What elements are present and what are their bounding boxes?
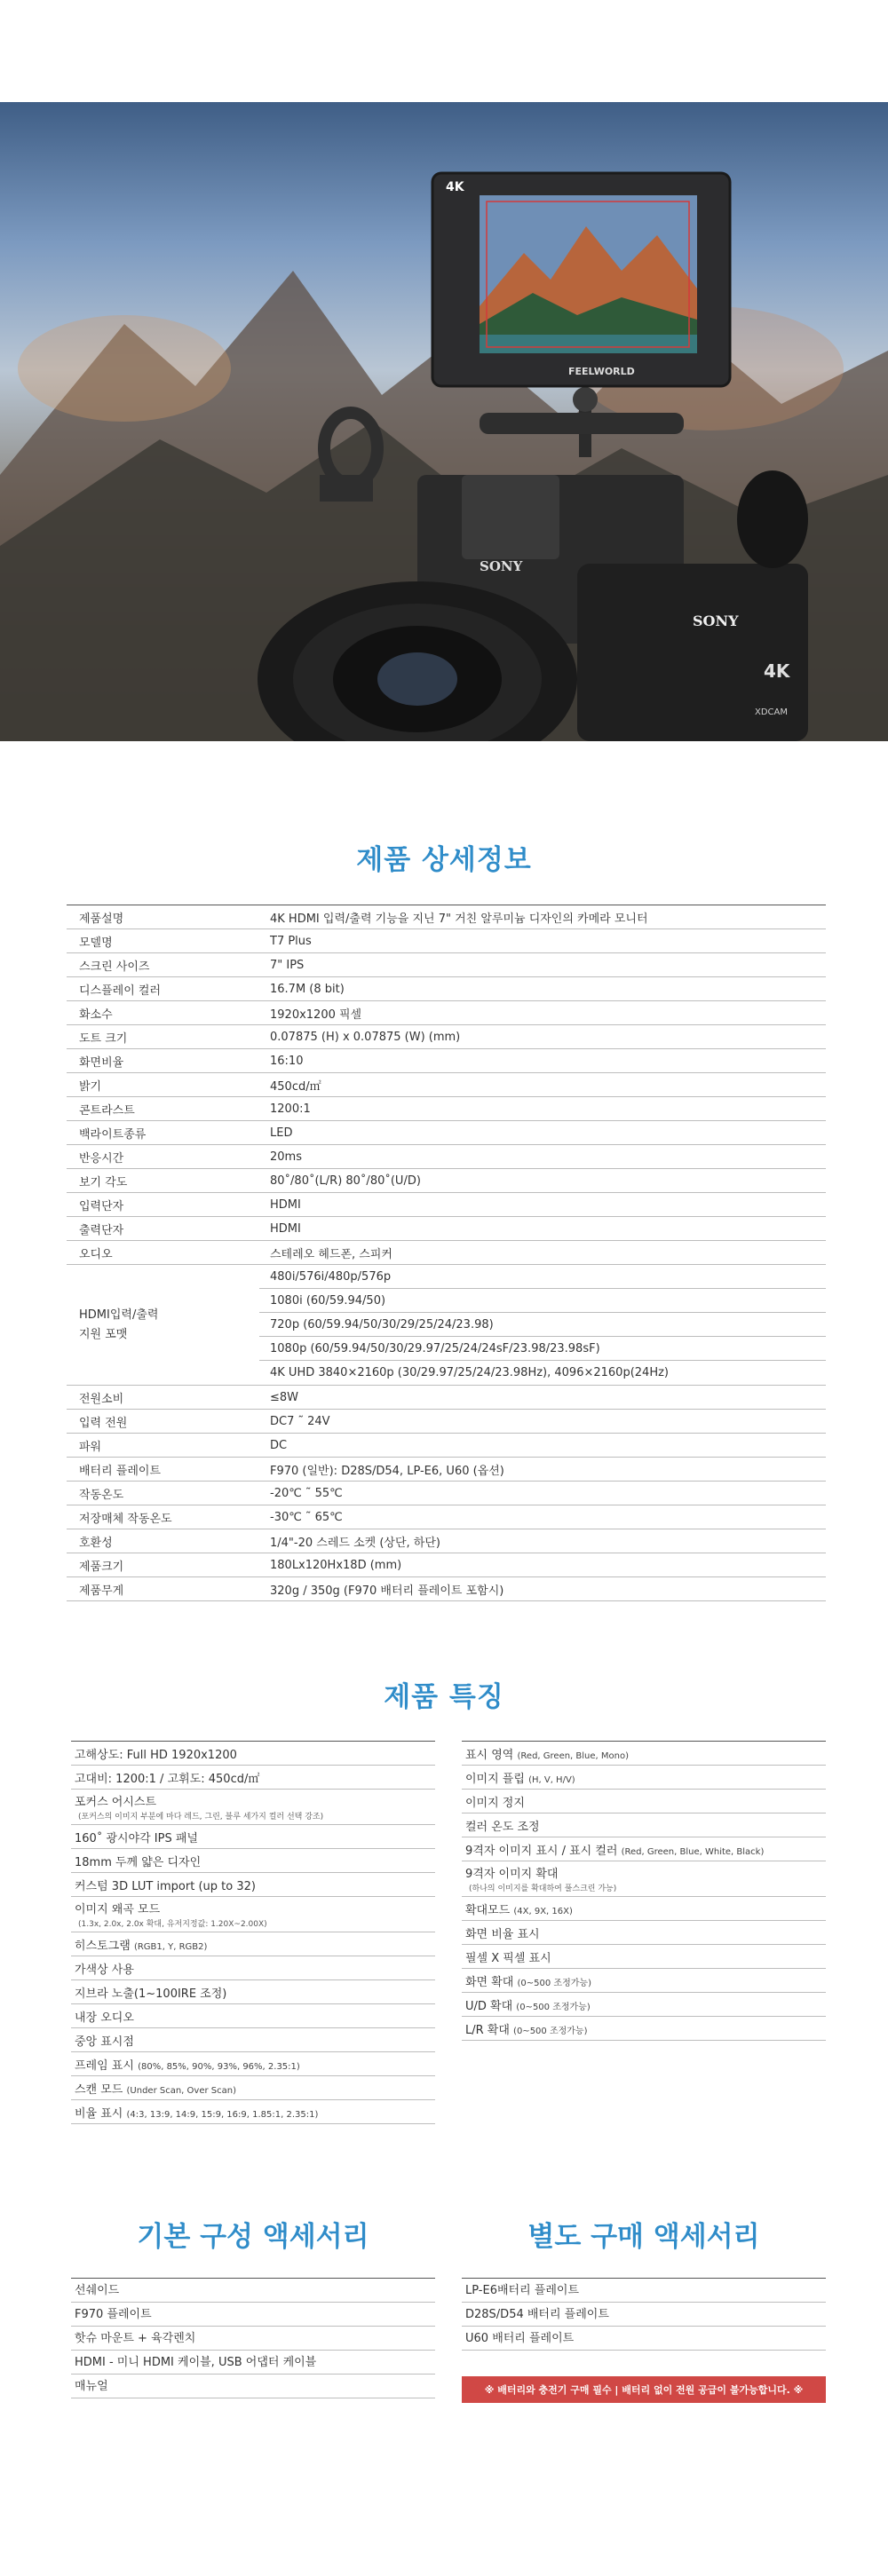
feature-title-text: 커스텀 3D LUT import (up to 32) (75, 1879, 256, 1893)
spec-value: DC (270, 1438, 288, 1452)
spec-value: 180Lx120Hx18D (mm) (270, 1558, 402, 1572)
spec-key-hdmi-formats (67, 1265, 259, 1385)
feature-title (465, 1745, 826, 1762)
feature-item (71, 2004, 435, 2028)
spec-row (67, 929, 826, 953)
spec-key-hdmi-line2: 지원 포맷 (79, 1327, 128, 1341)
feature-title-text: 이미지 왜곡 모드 (75, 1903, 161, 1916)
spec-value: 1200:1 (270, 1102, 311, 1116)
feature-title (75, 2032, 435, 2049)
feature-title (465, 1817, 826, 1834)
spec-key: 입력 전원 (79, 1416, 128, 1430)
spec-value: 20ms (270, 1150, 302, 1164)
feature-title-text: 표시 영역 (465, 1748, 514, 1762)
spec-value: 1/4"-20 스레드 소켓 (상단, 하단) (270, 1536, 440, 1550)
feature-detail: (Red, Green, Blue, Mono) (517, 1750, 630, 1761)
accessory-item: 선쉐이드 (71, 2279, 435, 2303)
monitor-4k-badge: 4K (446, 180, 464, 194)
feature-title (75, 2008, 435, 2025)
feature-title (75, 2104, 435, 2121)
spec-row (67, 1458, 826, 1482)
spec-key: 반응시간 (79, 1151, 124, 1166)
spec-value: 4K HDMI 입력/출력 기능을 지닌 7" 거친 알루미늄 디자인의 카메라 모니터 (270, 912, 648, 926)
feature-item (462, 1945, 826, 1969)
feature-item (71, 1849, 435, 1873)
spec-key: 도트 크기 (79, 1031, 128, 1046)
spec-value: 450cd/㎡ (270, 1079, 321, 1094)
spec-value: LED (270, 1126, 293, 1140)
accessory-item: U60 배터리 플레이트 (462, 2327, 826, 2351)
feature-title-text: 히스토그램 (75, 1939, 131, 1953)
camera-brand-top: SONY (480, 558, 523, 574)
feature-item (71, 1980, 435, 2004)
feature-item (462, 1837, 826, 1861)
feature-item (71, 1825, 435, 1849)
feature-title-text: 프레임 표시 (75, 2058, 134, 2073)
spec-value: 320g / 350g (F970 배터리 플레이트 포함시) (270, 1584, 504, 1598)
feature-title (75, 1829, 435, 1845)
spec-value-hdmi-formats (259, 1265, 826, 1385)
feature-item (462, 1766, 826, 1790)
accessory-item: 핫슈 마운트 + 육각렌치 (71, 2327, 435, 2351)
basic-accessories-title: 기본 구성 액세서리 (137, 2221, 369, 2253)
spec-key: 출력단자 (79, 1223, 124, 1237)
spec-row (67, 1410, 826, 1434)
spec-key: 제품설명 (79, 912, 124, 926)
spec-key: 스크린 사이즈 (79, 960, 150, 974)
spec-value: HDMI (270, 1197, 301, 1212)
camera-4k-badge: 4K (764, 660, 790, 682)
feature-item (71, 2076, 435, 2100)
feature-detail: (H, V, H/V) (528, 1774, 575, 1785)
accessory-item: 매뉴얼 (71, 2375, 435, 2398)
feature-subtext: (포커스의 이미지 부분에 마다 레드, 그린, 블루 세가지 컬러 선택 강조) (78, 1813, 324, 1821)
monitor-brand-label: FEELWORLD (568, 366, 635, 377)
feature-title-text: 화면 확대 (465, 1975, 514, 1989)
feature-item (462, 1813, 826, 1837)
feature-detail: (Under Scan, Over Scan) (126, 2085, 236, 2096)
spec-row-hdmi-formats (67, 1265, 826, 1386)
feature-title (465, 1924, 826, 1941)
spec-key: 제품무게 (79, 1584, 124, 1598)
spec-row (67, 1553, 826, 1577)
feature-detail: (Red, Green, Blue, White, Black) (621, 1846, 765, 1857)
optional-accessories-list (462, 2278, 826, 2351)
feature-detail: (4X, 9X, 16X) (513, 1906, 573, 1916)
spec-value: 스테레오 헤드폰, 스피커 (270, 1247, 392, 1261)
feature-item (71, 1742, 435, 1766)
spec-key: 콘트라스트 (79, 1103, 135, 1118)
spec-value: 16:10 (270, 1054, 304, 1068)
spec-row (67, 1505, 826, 1529)
spec-row (67, 905, 826, 929)
feature-title (75, 1936, 435, 1953)
feature-item (71, 2052, 435, 2076)
feature-item (462, 2017, 826, 2041)
spec-key: 작동온도 (79, 1488, 124, 1502)
feature-title (465, 1996, 826, 2013)
spec-key: 배터리 플레이트 (79, 1464, 162, 1478)
spec-row (67, 1434, 826, 1458)
spec-key: 백라이트종류 (79, 1127, 147, 1142)
spec-row (67, 1169, 826, 1193)
spec-row (67, 1145, 826, 1169)
spec-section-title: 제품 상세정보 (356, 844, 532, 876)
feature-title (75, 1792, 435, 1809)
hero-illustration (0, 102, 888, 741)
feature-item (462, 1993, 826, 2017)
feature-title (465, 1900, 826, 1917)
spec-row (67, 1217, 826, 1241)
feature-title-text: U/D 확대 (465, 1999, 513, 2013)
camera-brand-body: SONY (693, 612, 739, 629)
hdmi-format-value: 720p (60/59.94/50/30/29/25/24/23.98) (259, 1313, 826, 1337)
spec-value: F970 (일반): D28S/D54, LP-E6, U60 (옵션) (270, 1464, 504, 1478)
feature-title (75, 2080, 435, 2097)
feature-title (465, 2020, 826, 2037)
feature-title-text: 스캔 모드 (75, 2082, 123, 2097)
spec-value: T7 Plus (270, 934, 312, 948)
feature-title-text: L/R 확대 (465, 2023, 510, 2037)
spec-key: 화면비율 (79, 1055, 124, 1070)
spec-row (67, 1193, 826, 1217)
spec-key: 저장매체 작동온도 (79, 1512, 172, 1526)
accessory-item: D28S/D54 배터리 플레이트 (462, 2303, 826, 2327)
accessory-item: F970 플레이트 (71, 2303, 435, 2327)
spec-row (67, 1001, 826, 1025)
feature-detail: (0~500 조정가능) (516, 2002, 591, 2012)
hero-product-image (0, 102, 888, 741)
spec-key: 모델명 (79, 936, 113, 950)
feature-title-text: 포커스 어시스트 (75, 1796, 157, 1809)
spec-table (67, 905, 826, 1601)
hdmi-format-value: 1080p (60/59.94/50/30/29.97/25/24/24sF/23.98/23.98sF) (259, 1337, 826, 1361)
spec-row (67, 1529, 826, 1553)
feature-list-left (71, 1741, 435, 2124)
feature-title (75, 1769, 435, 1786)
feature-item (71, 1873, 435, 1897)
feature-item (462, 1897, 826, 1921)
feature-title (465, 1972, 826, 1989)
feature-title (465, 1841, 826, 1858)
feature-title-text: 18mm 두께 얇은 디자인 (75, 1855, 202, 1869)
spec-row (67, 1073, 826, 1097)
hdmi-format-value: 1080i (60/59.94/50) (259, 1289, 826, 1313)
feature-detail: (80%, 85%, 90%, 93%, 96%, 2.35:1) (138, 2061, 300, 2072)
spec-key: 밝기 (79, 1079, 102, 1094)
feature-title-text: 컬러 온도 조정 (465, 1820, 540, 1834)
feature-title-text: 가색상 사용 (75, 1963, 134, 1977)
feature-detail: (0~500 조정가능) (513, 2026, 588, 2036)
feature-title (75, 1853, 435, 1869)
feature-item (462, 1742, 826, 1766)
feature-title (465, 1793, 826, 1810)
feature-subtext: (하나의 이미지를 확대하여 풀스크린 가능) (469, 1885, 617, 1893)
feature-title-text: 이미지 플립 (465, 1772, 525, 1786)
feature-title-text: 확대모드 (465, 1903, 511, 1917)
spec-value: 7" IPS (270, 958, 305, 972)
accessory-item: HDMI - 미니 HDMI 케이블, USB 어댑터 케이블 (71, 2351, 435, 2375)
feature-title-text: 이미지 정지 (465, 1796, 525, 1810)
spec-key-hdmi-line1: HDMI입력/출력 (79, 1308, 159, 1322)
feature-title-text: 9격자 이미지 확대 (465, 1868, 559, 1881)
basic-accessories-list (71, 2278, 435, 2398)
hdmi-format-value: 480i/576i/480p/576p (259, 1265, 826, 1289)
spec-row (67, 1386, 826, 1410)
feature-item (71, 1932, 435, 1956)
spec-value: 1920x1200 픽셀 (270, 1007, 362, 1022)
feature-title (465, 1948, 826, 1965)
feature-title (465, 1769, 826, 1786)
spec-key: 전원소비 (79, 1392, 124, 1406)
spec-value: DC7 ˜ 24V (270, 1414, 330, 1428)
feature-item (71, 1897, 435, 1932)
spec-value: -30℃ ˜ 65℃ (270, 1510, 343, 1524)
spec-row (67, 1121, 826, 1145)
spec-row (67, 1049, 826, 1073)
spec-key: 제품크기 (79, 1560, 124, 1574)
spec-key: 파워 (79, 1440, 102, 1454)
feature-title-text: 필셀 X 픽셀 표시 (465, 1951, 551, 1965)
feature-item (71, 1790, 435, 1825)
feature-title-text: 내장 오디오 (75, 2011, 134, 2025)
feature-title-text: 화면 비율 표시 (465, 1927, 540, 1941)
camera-model-label: XDCAM (755, 707, 789, 717)
feature-section-title: 제품 특징 (384, 1681, 504, 1713)
feature-detail: (0~500 조정가능) (517, 1978, 591, 1988)
feature-item (71, 2100, 435, 2124)
feature-title-text: 160˚ 광시야각 IPS 패널 (75, 1831, 198, 1845)
spec-row (67, 1097, 826, 1121)
feature-title (75, 1877, 435, 1893)
feature-list-right (462, 1741, 826, 2041)
feature-title (75, 1900, 435, 1916)
feature-detail: (RGB1, Y, RGB2) (133, 1941, 208, 1952)
spec-row (67, 1577, 826, 1601)
spec-value: 80˚/80˚(L/R) 80˚/80˚(U/D) (270, 1173, 421, 1188)
feature-title-text: 비율 표시 (75, 2106, 123, 2121)
feature-title (75, 1960, 435, 1977)
feature-title-text: 중앙 표시점 (75, 2035, 134, 2049)
feature-title (75, 2056, 435, 2073)
feature-item (462, 1861, 826, 1897)
feature-title (465, 1864, 826, 1881)
feature-item (71, 2028, 435, 2052)
spec-row (67, 1241, 826, 1265)
spec-row (67, 953, 826, 977)
spec-key: 화소수 (79, 1007, 113, 1022)
spec-row (67, 1025, 826, 1049)
feature-title-text: 지브라 노출(1~100IRE 조정) (75, 1987, 227, 2001)
feature-title (75, 1745, 435, 1762)
spec-row (67, 1482, 826, 1505)
feature-item (462, 1921, 826, 1945)
feature-item (462, 1969, 826, 1993)
feature-subtext: (1.3x, 2.0x, 2.0x 확대, 유저지정값: 1.20X~2.00X) (78, 1920, 267, 1929)
hdmi-format-value: 4K UHD 3840×2160p (30/29.97/25/24/23.98Hz), 4096×2160p(24Hz) (270, 1366, 669, 1379)
feature-item (462, 1790, 826, 1813)
spec-value: -20℃ ˜ 55℃ (270, 1486, 343, 1500)
feature-detail: (4:3, 13:9, 14:9, 15:9, 16:9, 1.85:1, 2.35:1) (126, 2109, 319, 2120)
spec-value: 0.07875 (H) x 0.07875 (W) (mm) (270, 1030, 461, 1044)
feature-item (71, 1956, 435, 1980)
spec-key: 입력단자 (79, 1199, 124, 1213)
spec-value: ≤8W (270, 1390, 299, 1404)
spec-value: HDMI (270, 1221, 301, 1236)
feature-title-text: 고해상도: Full HD 1920x1200 (75, 1748, 237, 1762)
accessory-item: LP-E6배터리 플레이트 (462, 2279, 826, 2303)
feature-title (75, 1984, 435, 2001)
feature-title-text: 고대비: 1200:1 / 고휘도: 450cd/㎡ (75, 1772, 260, 1786)
spec-key: 보기 각도 (79, 1175, 128, 1189)
spec-key: 디스플레이 컬러 (79, 984, 162, 998)
spec-row (67, 977, 826, 1001)
spec-key: 오디오 (79, 1247, 113, 1261)
feature-item (71, 1766, 435, 1790)
spec-key: 호환성 (79, 1536, 113, 1550)
optional-accessories-title: 별도 구매 액세서리 (527, 2221, 760, 2253)
spec-value: 16.7M (8 bit) (270, 982, 345, 996)
feature-title-text: 9격자 이미지 표시 / 표시 컬러 (465, 1844, 618, 1858)
battery-notice-banner: ※ 배터리와 충전기 구매 필수 | 배터리 없이 전원 공급이 불가능합니다. ※ (462, 2376, 826, 2403)
